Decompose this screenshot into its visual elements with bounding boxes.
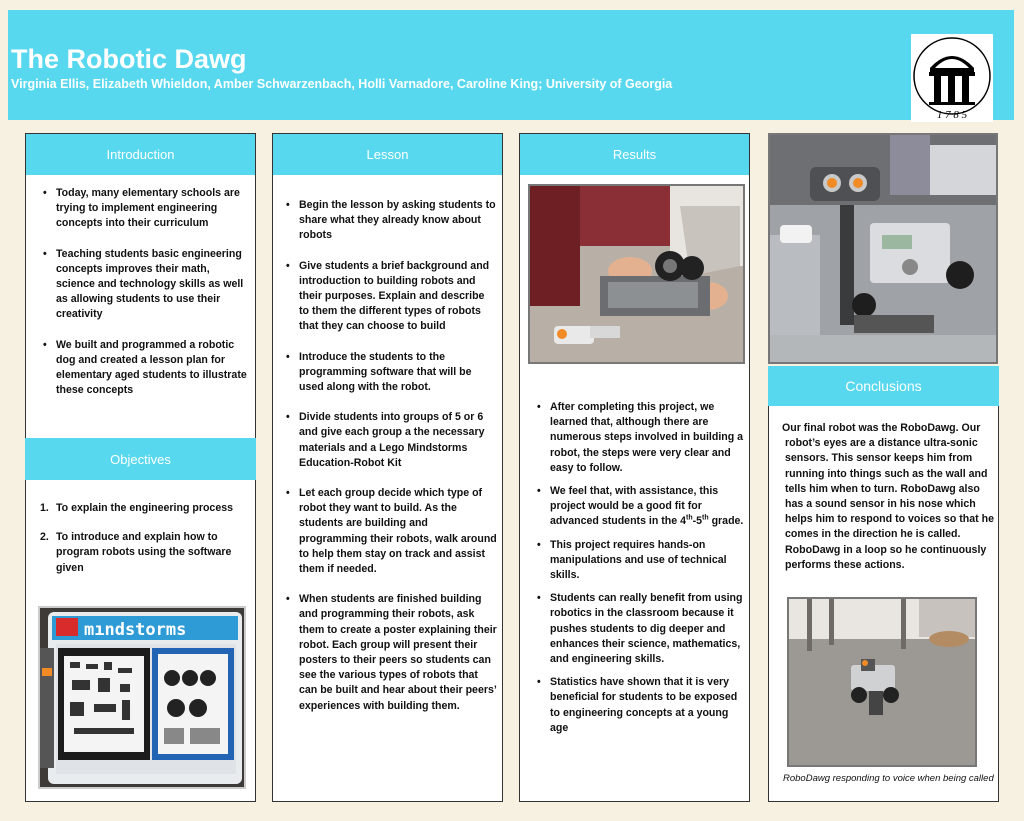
list-item: • Begin the lesson by asking students to share what they already know about robots bbox=[285, 198, 497, 244]
logo-year: 1 7 8 5 bbox=[936, 109, 968, 121]
superscript: th bbox=[686, 514, 693, 522]
list-item: • Statistics have shown that it is very beneficial for students to be exposed to engineering concepts at a young age bbox=[536, 675, 746, 736]
superscript: th bbox=[702, 514, 709, 522]
list-item: • Today, many elementary schools are trying to implement engineering concepts into their curriculum bbox=[42, 186, 248, 232]
list-item: • This project requires hands-on manipulations and use of technical skills. bbox=[536, 538, 746, 584]
photo-caption: RoboDawg responding to voice when being called bbox=[783, 773, 994, 784]
robodawg-closeup-photo bbox=[768, 133, 998, 364]
introduction-heading: Introduction bbox=[26, 134, 255, 175]
results-heading: Results bbox=[520, 134, 749, 175]
introduction-list bbox=[42, 186, 248, 398]
lesson-panel bbox=[272, 133, 503, 802]
list-text: To explain the engineering process bbox=[56, 502, 233, 514]
list-item bbox=[40, 501, 248, 516]
list-number: 2. bbox=[40, 531, 49, 544]
introduction-panel bbox=[25, 133, 256, 802]
lesson-heading: Lesson bbox=[273, 134, 502, 175]
conclusions-panel bbox=[768, 366, 999, 802]
conclusions-heading: Conclusions bbox=[768, 366, 999, 406]
list-item: • Teaching students basic engineering concepts improves their math, science and technology skills as well as allowing students to use their creativity bbox=[42, 247, 248, 323]
list-text: -5 bbox=[692, 515, 703, 528]
objectives-list bbox=[40, 501, 248, 576]
list-number: 1. bbox=[40, 502, 49, 514]
list-item: • We built and programmed a robotic dog and created a lesson plan for elementary aged students to illustrate these concepts bbox=[42, 338, 248, 399]
lesson-list bbox=[285, 198, 497, 714]
list-item: • Divide students into groups of 5 or 6 and give each group a the necessary materials and a Lego Mindstorms Education-Robot Kit bbox=[285, 410, 497, 471]
students-building-photo bbox=[528, 184, 745, 364]
university-logo bbox=[911, 34, 993, 122]
robodawg-floor-photo bbox=[787, 597, 977, 767]
list-item: • Let each group decide which type of robot they want to build. As the students are building and programming their robots, walk around to help them stay on track and assist them if needed. bbox=[285, 486, 497, 577]
list-item bbox=[536, 484, 746, 530]
poster-header bbox=[8, 10, 1014, 120]
list-item: • After completing this project, we learned that, although there are numerous steps involved in building a robot, the steps were very clear and easy to follow. bbox=[536, 400, 746, 476]
list-item bbox=[40, 530, 248, 576]
conclusions-text: Our final robot was the RoboDawg. Our robot’s eyes are a distance ultra-sonic sensors. This sensor keeps him from running into things such as the wall and tells him when to turn. RoboDawg also has a sound sensor in his nose which helps him to respond to voices so that he comes in the direction he is called. RoboDawg in a loop so he continuously performs these actions. bbox=[782, 422, 994, 571]
list-text: grade. bbox=[708, 515, 744, 528]
results-list bbox=[536, 400, 746, 736]
list-item: • Give students a brief background and introduction to building robots and their purposes. Explain and describe to them the different types of robots that they can choose to build bbox=[285, 259, 497, 335]
list-item: • Students can really benefit from using robotics in the classroom because it pushes students to dig deeper and enhances their science, mathematics, and engineering skills. bbox=[536, 591, 746, 667]
list-item: • When students are finished building and programming their robots, ask them to create a poster explaining their robot. Each group will present their posters to their peers so students can see the various types of robots that can be built and hear about their peers’ experiences with building them. bbox=[285, 592, 497, 714]
results-panel bbox=[519, 133, 750, 802]
list-text: To introduce and explain how to program robots using the software given bbox=[56, 531, 232, 574]
objectives-heading: Objectives bbox=[25, 438, 256, 480]
poster-authors: Virginia Ellis, Elizabeth Whieldon, Amber Schwarzenbach, Holli Varnadore, Caroline King; University of Georgia bbox=[11, 77, 673, 91]
list-item: • Introduce the students to the programming software that will be used along with the robot. bbox=[285, 350, 497, 396]
mindstorms-kit-photo bbox=[38, 606, 246, 789]
mindstorms-text: mındstorms bbox=[84, 620, 187, 640]
list-text: We feel that, with assistance, this project would be a good fit for advanced students in the 4 bbox=[550, 485, 719, 528]
poster-title: The Robotic Dawg bbox=[11, 44, 247, 74]
